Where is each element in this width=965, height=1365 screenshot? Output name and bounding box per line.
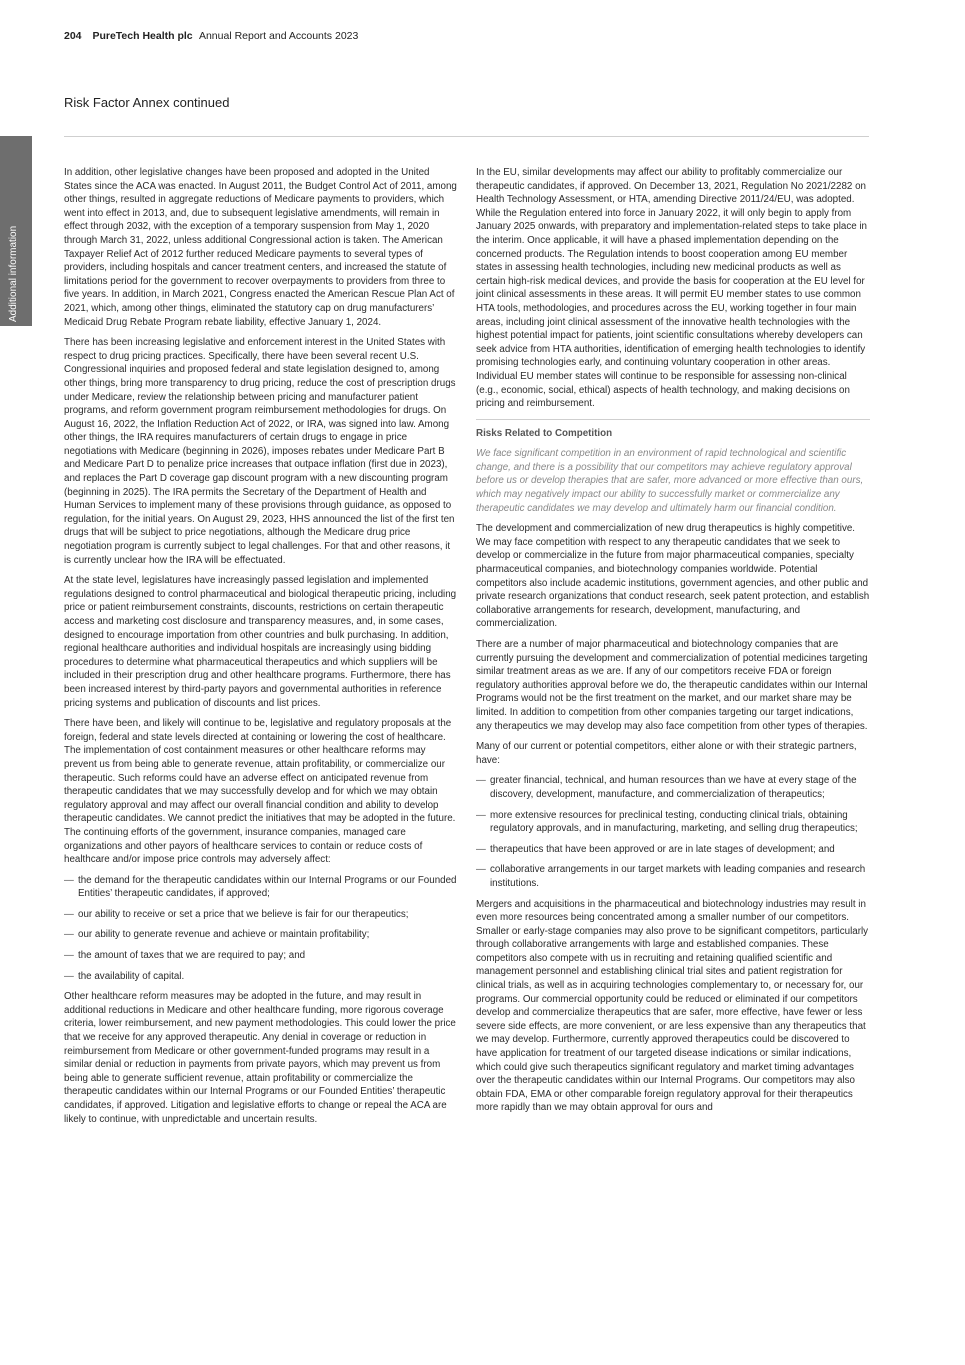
list-item: — greater financial, technical, and human resources than we have at every stage of the discovery, development, manufacture, and commercialization of therapeutics; [476, 774, 870, 801]
paragraph: In the EU, similar developments may affect our ability to profitably commercialize our therapeutic candidates, if approved. On December 13, 2021, Regulation No 2021/2282 on Health Technology Assessment, or HTA, amending Directive 2011/24/EU, was adopted. While the Regulation entered into force in January 2022, it will only begin to apply from January 2025 onwards, with preparatory and implementation-related steps to take place in the interim. Once applicable, it will have a phased implementation depending on the concerned products. The Regulation intends to boost cooperation among EU member states in assessing health technologies, including new medicinal products as well as certain high-risk medical devices, and provide the basis for cooperation at the EU level for joint clinical assessments in these areas. It will permit EU member states to use common HTA tools, methodologies, and procedures across the EU, working together in four main areas, including joint clinical assessment of the innovative health technologies with the highest potential impact for patients, joint scientific consultations whereby developers can seek advice from HTA authorities, identification of emerging health technologies to identify promising technologies early, and continuing voluntary cooperation in other areas. Individual EU member states will continue to be responsible for assessing non-clinical (e.g., economic, social, ethical) aspects of health technology, and making decisions on pricing and reimbursement. [476, 167, 868, 410]
company-name: PureTech Health plc [92, 30, 193, 42]
page-number: 204 [64, 30, 82, 42]
section-divider [476, 419, 870, 420]
list-item: — our ability to receive or set a price that we believe is fair for our therapeutics; [64, 908, 458, 922]
report-title: Annual Report and Accounts 2023 [198, 30, 359, 42]
list-item: — the demand for the therapeutic candidates within our Internal Programs or our Founded Entities’ therapeutic candidates, if approved; [64, 874, 458, 901]
side-tab [0, 136, 32, 326]
list-item: — more extensive resources for preclinical testing, conducting clinical trials, obtaining regulatory approvals, and in manufacturing, marketing, and selling drug therapeutics; [476, 809, 870, 836]
side-tab-label: Additional information [8, 225, 19, 322]
header-divider [64, 136, 869, 137]
list-item: — the amount of taxes that we are required to pay; and [64, 949, 458, 963]
paragraph: There are a number of major pharmaceutical and biotechnology companies that are currently pursuing the development and commercialization of potential medicines targeting similar treatment areas as we are. If any of our competitors receive FDA or foreign regulatory authorities approval before we do, the therapeutic candidates within our Internal Programs would not be the first treatment on the market, and our market share may be limited. In addition to competition from other companies targeting our target indications, any therapeutics we may develop may also face competition from other types of therapies. [476, 639, 868, 732]
paragraph: In addition, other legislative changes have been proposed and adopted in the United States since the ACA was enacted. In August 2011, the Budget Control Act of 2011, among other things, resulted in aggregate reductions of Medicare payments to providers, which went into effect in 2013, and, due to subsequent legislative amendments, will remain in effect through 2032, with the exception of a temporary suspension from May 1, 2020 through March 31, 2022, unless additional Congressional action is taken. The American Taxpayer Relief Act of 2012 further reduced Medicare payments to several types of providers, including hospitals and cancer treatment centers, and increased the statute of limitations period for the government to recover overpayments to providers from three to five years. In addition, in March 2021, Congress enacted the American Rescue Plan Act of 2021, which, among other things, eliminated the statutory cap on drug manufacturers’ Medicaid Drug Rebate Program rebate liability, effective January 1, 2024. [64, 167, 457, 328]
bullet-list [64, 874, 458, 984]
paragraph: The development and commercialization of new drug therapeutics is highly competitive. We may face competition with respect to any therapeutic candidates that we seek to develop or commercialize in the future from major pharmaceutical companies, specialty pharmaceutical companies, and biotechnology companies worldwide. Potential competitors also include academic institutions, government agencies, and other public and private research organizations that conduct research, seek patent protection, and establish collaborative arrangements for research, development, manufacturing, and commercialization. [476, 523, 870, 630]
paragraph: There has been increasing legislative and enforcement interest in the United States with respect to drug pricing practices. Specifically, there have been several recent U.S. Congressional inquiries and proposed federal and state legislation designed to, among other things, bring more transparency to drug pricing, reduce the cost of prescription drugs under Medicare, review the relationship between pricing and manufacturer patient programs, and reform government program reimbursement methodologies for drugs. On August 16, 2022, the Inflation Reduction Act of 2022, or IRA, was signed into law. Among other things, the IRA requires manufacturers of certain drugs to engage in price negotiations with Medicare (beginning in 2026), imposes rebates under Medicare Part B and Medicare Part D to penalize price increases that outpace inflation (first due in 2023), and replaces the Part D coverage gap discount program with a new discounting program (beginning in 2025). The IRA permits the Secretary of the Department of Health and Human Services to implement many of these provisions through guidance, as opposed to regulation, for the initial years. On August 29, 2023, HHS announced the list of the first ten drugs that will be subject to price negotiations, although the Medicare drug price negotiation program is currently subject to legal challenges. For that and other reasons, it is currently unclear how the IRA will be effectuated. [64, 337, 456, 566]
list-item: — collaborative arrangements in our target markets with leading companies and research institutions. [476, 863, 870, 890]
risk-summary: We face significant competition in an environment of rapid technological and scientific change, and there is a possibility that our competitors may achieve regulatory approval before us or develop therapies that are safer, more advanced or more effective than ours, which may negatively impact our ability to successfully market or commercialize any therapeutic candidates we may develop and ultimately harm our financial condition. [476, 448, 864, 514]
left-column [64, 166, 458, 1133]
paragraph: Mergers and acquisitions in the pharmaceutical and biotechnology industries may result in even more resources being concentrated among a smaller number of our competitors. Smaller or early-stage companies may also prove to be significant competitors, particularly through collaborative arrangements with large and established companies. These competitors also compete with us in recruiting and retaining qualified scientific and management personnel and establishing clinical trial sites and patient registration for clinical trials, as well as in acquiring technologies complementary to, or necessary for, our programs. Our commercial opportunity could be reduced or eliminated if our competitors develop and commercialize therapeutics that are safer, more effective, have fewer or less severe side effects, are more convenient, or are less expensive than any therapeutics that we may develop. Furthermore, currently approved therapeutics could be discovered to have application for treatment of our targeted disease indications or similar indications, which could give such therapeutics significant regulatory and market timing advantages over the therapeutic candidates within our Internal Programs. Our competitors may also obtain FDA, EMA or other comparable foreign regulatory approval for their therapeutics more rapidly than we may obtain approval for ours and [476, 898, 869, 1114]
list-item: — therapeutics that have been approved or are in late stages of development; and [476, 843, 870, 857]
bullet-list [476, 774, 870, 890]
paragraph: Other healthcare reform measures may be adopted in the future, and may result in additional reductions in Medicare and other healthcare funding, more rigorous coverage criteria, lower reimbursement, and new payment methodologies. This could lower the price that we receive for any approved therapeutic. Any denial in coverage or reduction in reimbursement from Medicare or other government-funded programs may result in a similar denial or reduction in payments from private payors, which may prevent us from being able to generate sufficient revenue, attain profitability or commercialize the therapeutic candidates within our Internal Programs or our Founded Entities’ therapeutic candidates, if approved. Litigation and legislative efforts to change or repeal the ACA are likely to continue, with unpredictable and uncertain results. [64, 991, 456, 1125]
risk-heading: Risks Related to Competition [476, 427, 613, 439]
paragraph: At the state level, legislatures have increasingly passed legislation and implemented regulations designed to control pharmaceutical and biological therapeutic pricing, including price or patient reimbursement constraints, discounts, restrictions on certain therapeutic access and marketing cost disclosure and transparency measures, and, in some cases, designed to encourage importation from other countries and bulk purchasing. In addition, regional healthcare authorities and individual hospitals are increasingly using bidding procedures to determine what pharmaceutical therapeutics and which suppliers will be included in their prescription drug and other healthcare programs. Furthermore, there has been increased interest by third-party payors and governmental authorities in reference pricing systems and publication of discounts and list prices. [64, 575, 457, 709]
paragraph: There have been, and likely will continue to be, legislative and regulatory proposals at the foreign, federal and state levels directed at containing or lowering the cost of healthcare. The implementation of cost containment measures or other healthcare reforms may prevent us from being able to generate revenue, attain profitability, or commercialize our therapeutic. Such reforms could have an adverse effect on anticipated revenue from therapeutic candidates that we may successfully develop and for which we may obtain regulatory approval and may affect our overall financial condition and ability to develop therapeutic candidates. We cannot predict the initiatives that may be adopted in the future. The continuing efforts of the government, insurance companies, managed care organizations and other payors of healthcare services to contain or reduce costs of healthcare and/or impose price controls may adversely affect: [64, 718, 456, 866]
right-column [476, 166, 870, 1122]
list-item: — our ability to generate revenue and achieve or maintain profitability; [64, 928, 458, 942]
list-item: — the availability of capital. [64, 970, 458, 984]
section-title: Risk Factor Annex continued [64, 95, 230, 110]
page-header [64, 30, 358, 42]
paragraph: Many of our current or potential competitors, either alone or with their strategic partners, have: [476, 741, 857, 766]
